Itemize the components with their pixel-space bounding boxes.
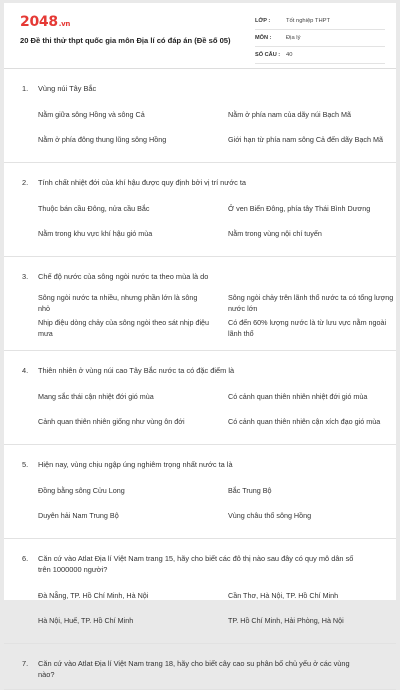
question-text: Tính chất nhiệt đới của khí hậu được quy định bởi vị trí nước ta <box>38 178 246 187</box>
question-text: Căn cứ vào Atlat Địa lí Việt Nam trang 15, hãy cho biết các đô thị nào sau đây có quy mô dân số trên 1000000 người? <box>38 554 354 574</box>
answer-option[interactable]: TP. Hồ Chí Minh, Hải Phòng, Hà Nội <box>228 616 344 626</box>
question-item <box>4 445 396 539</box>
question-stem <box>22 83 382 94</box>
question-text: Vùng núi Tây Bắc <box>38 84 97 93</box>
meta-value: Địa lý <box>286 35 301 41</box>
meta-label: LỚP : <box>255 18 271 24</box>
answer-grid <box>38 197 382 247</box>
meta-value: 40 <box>286 52 293 58</box>
answer-grid <box>38 584 382 634</box>
question-text: Căn cứ vào Atlat Địa lí Việt Nam trang 18, hãy cho biết cây cao su phân bố chủ yếu ở các vùng nào? <box>38 659 350 679</box>
meta-table <box>255 13 385 64</box>
meta-label: SỐ CÂU : <box>255 52 281 58</box>
answer-option[interactable]: Có cảnh quan thiên nhiên nhiệt đới gió mùa <box>228 392 368 402</box>
question-item <box>4 69 396 163</box>
question-stem <box>22 553 382 575</box>
question-number: 2. <box>22 178 29 187</box>
document-page <box>4 3 396 679</box>
question-text: Thiên nhiên ở vùng núi cao Tây Bắc nước ta có đặc điểm là <box>38 366 235 375</box>
document-header <box>4 3 396 69</box>
question-number: 6. <box>22 554 29 563</box>
answer-option[interactable]: Mang sắc thái cận nhiệt đới gió mùa <box>38 392 154 402</box>
meta-row-count <box>255 47 385 64</box>
answer-option[interactable]: Nằm trong khu vực khí hậu gió mùa <box>38 229 153 239</box>
meta-label: MÔN : <box>255 35 272 41</box>
site-logo[interactable]: 2048.vn <box>20 14 71 30</box>
answer-option[interactable]: Nằm trong vùng nội chí tuyến <box>228 229 322 239</box>
answer-option[interactable]: Bắc Trung Bộ <box>228 486 272 496</box>
answer-option[interactable]: Duyên hải Nam Trung Bộ <box>38 511 119 521</box>
answer-option[interactable]: Nằm ở phía nam của dãy núi Bạch Mã <box>228 110 351 120</box>
question-stem <box>22 658 382 680</box>
answer-option[interactable]: Vùng châu thổ sông Hồng <box>228 511 312 521</box>
answer-option[interactable]: Có cảnh quan thiên nhiên cận xích đạo gió mùa <box>228 417 381 427</box>
question-stem <box>22 365 382 376</box>
answer-option[interactable]: Nhịp điệu dòng chảy của sông ngòi theo sát nhịp điệu mưa <box>38 318 210 338</box>
answer-grid <box>38 479 382 529</box>
question-item <box>4 351 396 445</box>
question-stem <box>22 177 382 188</box>
answer-option[interactable]: Giới hạn từ phía nam sông Cả đến dãy Bạch Mã <box>228 135 383 145</box>
question-item <box>4 644 396 690</box>
question-text: Chế độ nước của sông ngòi nước ta theo mùa là do <box>38 272 209 281</box>
answer-option[interactable]: Đà Nẵng, TP. Hồ Chí Minh, Hà Nội <box>38 591 149 601</box>
question-number: 4. <box>22 366 29 375</box>
question-item <box>4 539 396 644</box>
answer-grid <box>38 385 382 435</box>
answer-option[interactable]: Hà Nội, Huế, TP. Hồ Chí Minh <box>38 616 134 626</box>
question-number: 3. <box>22 272 29 281</box>
question-number: 7. <box>22 659 29 668</box>
answer-option[interactable]: Cần Thơ, Hà Nội, TP. Hồ Chí Minh <box>228 591 339 601</box>
question-item <box>4 163 396 257</box>
question-stem <box>22 271 382 282</box>
meta-row-subject <box>255 30 385 47</box>
question-stem <box>22 459 382 470</box>
answer-option[interactable]: Cảnh quan thiên nhiên giống như vùng ôn đới <box>38 417 185 427</box>
answer-option[interactable]: Sông ngòi nước ta nhiều, nhưng phần lớn là sông nhỏ <box>38 293 198 313</box>
answer-option[interactable]: Thuộc bán cầu Đông, nửa cầu Bắc <box>38 204 150 214</box>
document-title: 20 Đề thi thử thpt quốc gia môn Địa lí có đáp án (Đề số 05) <box>20 36 231 45</box>
question-list <box>4 69 396 690</box>
question-text: Hiện nay, vùng chịu ngập úng nghiêm trọng nhất nước ta là <box>38 460 233 469</box>
answer-option[interactable]: Sông ngòi chảy trên lãnh thổ nước ta có tổng lượng nước lớn <box>228 293 394 313</box>
answer-option[interactable]: Ở ven Biển Đông, phía tây Thái Bình Dương <box>228 204 371 214</box>
answer-option[interactable]: Đồng bằng sông Cửu Long <box>38 486 125 496</box>
meta-row-grade <box>255 13 385 30</box>
answer-option[interactable]: Nằm giữa sông Hồng và sông Cả <box>38 110 145 120</box>
question-item <box>4 257 396 351</box>
question-number: 5. <box>22 460 29 469</box>
meta-value: Tốt nghiệp THPT <box>286 18 331 24</box>
answer-option[interactable]: Có đến 60% lượng nước là từ lưu vực nằm ngoài lãnh thổ <box>228 318 387 338</box>
question-number: 1. <box>22 84 29 93</box>
answer-grid <box>38 103 382 153</box>
answer-grid <box>38 291 394 341</box>
answer-option[interactable]: Nằm ở phía đông thung lũng sông Hồng <box>38 135 167 145</box>
